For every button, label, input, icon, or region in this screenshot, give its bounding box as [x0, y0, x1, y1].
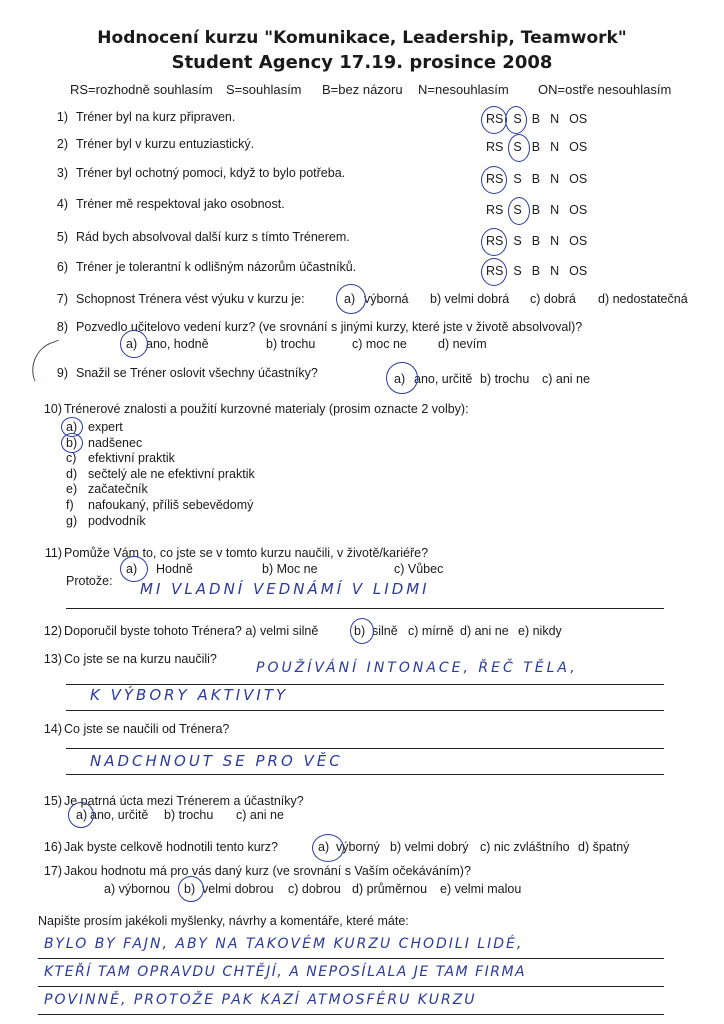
- legend-s: S=souhlasím: [226, 82, 302, 97]
- question-text: Tréner byl ochotný pomoci, když to bylo potřeba.: [76, 166, 346, 180]
- q12-option-d[interactable]: d) ani ne: [460, 624, 509, 638]
- scale-os[interactable]: OS: [569, 203, 588, 217]
- selection-circle: [68, 802, 94, 828]
- option-letter: b): [66, 435, 78, 450]
- question-number: 13): [43, 652, 62, 666]
- comment-handwritten-line2[interactable]: KTEŘÍ TAM OPRAVDU CHTĚJÍ, A NEPOSÍLALA JE TAM FIRMA: [44, 964, 527, 980]
- q15-option-a-letter[interactable]: a): [76, 808, 88, 822]
- question-number: 9): [56, 366, 68, 380]
- scale-b[interactable]: B: [531, 264, 541, 278]
- option-letter: c): [66, 451, 77, 466]
- q9-option-c[interactable]: c) ani ne: [542, 372, 590, 386]
- scale-rs[interactable]: RS: [486, 140, 504, 154]
- question-text: Jak byste celkově hodnotili tento kurz?: [64, 840, 279, 854]
- question-number: 14): [43, 722, 62, 736]
- scale-row-4[interactable]: [486, 203, 597, 217]
- question-text: Pozvedlo učitelovo vedení kurz? (ve srovnání s jinými kurzy, které jste v životě absolvoval)?: [76, 320, 583, 334]
- option-letter: f): [66, 497, 74, 512]
- q7-option-a-letter[interactable]: a): [344, 292, 356, 306]
- scale-n[interactable]: N: [550, 264, 560, 278]
- q10-option[interactable]: [66, 451, 255, 467]
- q13-handwritten-answer-line1[interactable]: POUŽÍVÁNÍ INTONACE, ŘEČ TĚLA,: [256, 660, 578, 676]
- q17-option-b-letter[interactable]: b): [184, 882, 196, 896]
- option-text: nafoukaný, příliš sebevědomý: [88, 497, 254, 512]
- option-letter: g): [66, 513, 78, 528]
- scale-rs[interactable]: RS: [486, 203, 504, 217]
- scale-rs[interactable]: RS: [486, 172, 504, 186]
- option-text: efektivní praktik: [88, 451, 175, 466]
- selection-circle: [178, 876, 204, 902]
- scale-n[interactable]: N: [550, 234, 560, 248]
- question-9: [38, 366, 318, 380]
- q8-option-c[interactable]: c) moc ne: [352, 337, 407, 351]
- legend-n: N=nesouhlasím: [418, 82, 509, 97]
- q14-handwritten-answer[interactable]: NADCHNOUT SE PRO VĚC: [90, 752, 343, 770]
- q17-option-d[interactable]: d) průměrnou: [352, 882, 428, 896]
- scale-s[interactable]: S: [513, 172, 522, 186]
- q12-option-b[interactable]: silně: [372, 624, 398, 638]
- question-number: 5): [56, 230, 68, 244]
- q11-option-c[interactable]: c) Vůbec: [394, 562, 444, 576]
- question-text: Snažil se Tréner oslovit všechny účastníky?: [76, 366, 318, 380]
- option-text: sečtelý ale ne efektivní praktik: [88, 466, 255, 481]
- answer-line: [66, 684, 664, 685]
- question-number: 8): [56, 320, 68, 334]
- q8-option-a[interactable]: ano, hodně: [146, 337, 209, 351]
- q10-option[interactable]: [66, 514, 255, 530]
- question-text: Co jste se na kurzu naučili?: [64, 652, 217, 666]
- scale-b[interactable]: B: [531, 172, 541, 186]
- question-13: [38, 652, 217, 666]
- q9-option-b[interactable]: b) trochu: [480, 372, 530, 386]
- q10-option[interactable]: [66, 436, 255, 452]
- question-14: [38, 722, 229, 736]
- question-number: 17): [43, 864, 62, 878]
- question-number: 16): [43, 840, 62, 854]
- question-3: [38, 166, 345, 180]
- answer-line: [38, 1014, 664, 1015]
- question-text: Schopnost Trénera vést výuku v kurzu je:: [76, 292, 305, 306]
- q8-option-d[interactable]: d) nevím: [438, 337, 487, 351]
- q12-option-e[interactable]: e) nikdy: [518, 624, 562, 638]
- q15-option-b[interactable]: b) trochu: [164, 808, 214, 822]
- q11-option-b[interactable]: b) Moc ne: [262, 562, 318, 576]
- scale-b[interactable]: B: [531, 112, 541, 126]
- question-7: [38, 292, 305, 306]
- q11-option-a-letter[interactable]: a): [126, 562, 138, 576]
- question-16: [38, 840, 278, 854]
- q12-option-b-letter[interactable]: b): [354, 624, 366, 638]
- selection-circle: [336, 284, 366, 314]
- q13-handwritten-answer-line2[interactable]: K VÝBORY AKTIVITY: [90, 686, 289, 704]
- question-number: 4): [56, 197, 68, 211]
- scale-os[interactable]: OS: [569, 234, 588, 248]
- question-text: Tréner byl na kurz připraven.: [76, 110, 236, 124]
- scale-rs[interactable]: RS: [486, 234, 504, 248]
- question-text: Co jste se naučili od Trénera?: [64, 722, 230, 736]
- selection-circle: [312, 834, 344, 862]
- q10-option[interactable]: [66, 498, 255, 514]
- q7-option-c[interactable]: c) dobrá: [530, 292, 576, 306]
- question-text: Tréner je tolerantní k odlišným názorům účastníků.: [76, 260, 357, 274]
- scale-os[interactable]: OS: [569, 140, 588, 154]
- scale-s[interactable]: S: [513, 264, 522, 278]
- q7-option-a[interactable]: výborná: [364, 292, 409, 306]
- answer-line: [66, 774, 664, 775]
- scale-rs[interactable]: RS: [486, 264, 504, 278]
- scale-s[interactable]: S: [513, 112, 522, 126]
- question-11: [38, 546, 428, 560]
- legend-b: B=bez názoru: [322, 82, 403, 97]
- scale-n[interactable]: N: [550, 112, 560, 126]
- selection-circle: [481, 166, 507, 194]
- question-10: [38, 402, 469, 416]
- q12-option-c[interactable]: c) mírně: [408, 624, 454, 638]
- comment-handwritten-line1[interactable]: BYLO BY FAJN, ABY NA TAKOVÉM KURZU CHODILI LIDÉ,: [44, 936, 524, 952]
- q17-option-a[interactable]: a) výbornou: [104, 882, 171, 896]
- selection-circle: [481, 258, 507, 286]
- option-letter: d): [66, 466, 78, 481]
- q16-option-b[interactable]: b) velmi dobrý: [390, 840, 469, 854]
- selection-circle: [120, 556, 148, 582]
- question-text: Pomůže Vám to, co jste se v tomto kurzu naučili, v životě/kariéře?: [64, 546, 429, 560]
- question-number: 7): [56, 292, 68, 306]
- q9-option-a-letter[interactable]: a): [394, 372, 406, 386]
- q17-option-c[interactable]: c) dobrou: [288, 882, 341, 896]
- question-text: Doporučil byste tohoto Trénera? a) velmi silně: [64, 624, 319, 638]
- answer-line: [38, 958, 664, 959]
- q16-option-a-letter[interactable]: a): [318, 840, 330, 854]
- scale-n[interactable]: N: [550, 172, 560, 186]
- question-text: Tréner mě respektoval jako osobnost.: [76, 197, 285, 211]
- selection-circle: [508, 134, 530, 162]
- option-text: začatečník: [88, 482, 148, 497]
- selection-circle: [386, 362, 418, 394]
- question-text: Jakou hodnotu má pro vás daný kurz (ve srovnání s Vaším očekáváním)?: [64, 864, 471, 878]
- answer-line: [66, 710, 664, 711]
- option-letter: e): [66, 482, 78, 497]
- question-number: 3): [56, 166, 68, 180]
- option-text: expert: [88, 420, 123, 434]
- question-text: Je patrná úcta mezi Trénerem a účastníky?: [64, 794, 304, 808]
- question-8: [38, 320, 582, 334]
- scale-os[interactable]: OS: [569, 264, 588, 278]
- question-number: 1): [56, 110, 68, 124]
- q17-option-b[interactable]: velmi dobrou: [202, 882, 274, 896]
- question-number: 6): [56, 260, 68, 274]
- question-text: Rád bych absolvoval další kurz s tímto Trénerem.: [76, 230, 350, 244]
- q10-options-list: [66, 420, 255, 529]
- form-title-line2: Student Agency 17.19. prosince 2008: [171, 52, 553, 73]
- scale-n[interactable]: N: [550, 140, 560, 154]
- question-17: [38, 864, 471, 878]
- q11-option-a[interactable]: Hodně: [156, 562, 193, 576]
- selection-circle: [481, 106, 507, 134]
- form-title-line1: Hodnocení kurzu "Komunikace, Leadership, Teamwork": [97, 28, 627, 48]
- selection-circle: [508, 197, 530, 225]
- answer-line: [38, 986, 664, 987]
- question-5: [38, 230, 350, 244]
- legend-os: ON=ostře nesouhlasím: [538, 82, 672, 97]
- q10-option[interactable]: [66, 420, 255, 436]
- legend-rs: RS=rozhodně souhlasím: [70, 82, 213, 97]
- q7-option-b[interactable]: b) velmi dobrá: [430, 292, 510, 306]
- because-label: Protože:: [66, 574, 113, 588]
- q16-option-d[interactable]: d) špatný: [578, 840, 630, 854]
- q10-option[interactable]: [66, 482, 255, 498]
- question-12: [38, 624, 318, 638]
- comment-handwritten-line3[interactable]: POVINNĚ, PROTOŽE PAK KAZÍ ATMOSFÉRU KURZU: [44, 992, 477, 1008]
- answer-line: [66, 748, 664, 749]
- question-number: 12): [43, 624, 62, 638]
- question-number: 11): [44, 546, 62, 560]
- q16-option-a[interactable]: výborný: [336, 840, 380, 854]
- scale-s[interactable]: S: [513, 140, 522, 154]
- question-text: Trénerové znalosti a použití kurzovné materialy (prosim oznacte 2 volby):: [64, 402, 469, 416]
- scale-os[interactable]: OS: [569, 112, 588, 126]
- scale-n[interactable]: N: [550, 203, 560, 217]
- q8-option-b[interactable]: b) trochu: [266, 337, 316, 351]
- question-4: [38, 197, 285, 211]
- q10-option[interactable]: [66, 467, 255, 483]
- selection-circle: [61, 433, 83, 453]
- q7-option-d[interactable]: d) nedostatečná: [598, 292, 688, 306]
- answer-line: [66, 608, 664, 609]
- scale-b[interactable]: B: [531, 203, 541, 217]
- question-text: Tréner byl v kurzu entuziastický.: [76, 137, 255, 151]
- question-6: [38, 260, 356, 274]
- option-text: podvodník: [88, 513, 146, 528]
- scale-os[interactable]: OS: [569, 172, 588, 186]
- scale-b[interactable]: B: [531, 140, 541, 154]
- q17-option-e[interactable]: e) velmi malou: [440, 882, 522, 896]
- question-number: 2): [56, 137, 68, 151]
- q9-option-a[interactable]: ano, určitě: [414, 372, 473, 386]
- comments-prompt: Napište prosím jakékoli myšlenky, návrhy a komentáře, které máte:: [38, 914, 409, 928]
- option-letter: a): [66, 420, 78, 434]
- question-2: [38, 137, 254, 151]
- selection-circle: [481, 228, 507, 256]
- scale-s[interactable]: S: [513, 203, 522, 217]
- scale-rs[interactable]: RS: [486, 112, 504, 126]
- q16-option-c[interactable]: c) nic zvláštního: [480, 840, 570, 854]
- question-1: [38, 110, 235, 124]
- q15-option-a[interactable]: ano, určitě: [90, 808, 149, 822]
- q8-option-a-letter[interactable]: a): [126, 337, 138, 351]
- scale-b[interactable]: B: [531, 234, 541, 248]
- scale-row-2[interactable]: [486, 140, 597, 154]
- question-number: 10): [43, 402, 62, 416]
- q11-handwritten-answer[interactable]: MI VLADNÍ VEDNÁMÍ V LIDMI: [140, 580, 430, 598]
- option-text: nadšenec: [88, 435, 143, 450]
- selection-circle: [505, 106, 527, 134]
- q15-option-c[interactable]: c) ani ne: [236, 808, 284, 822]
- selection-circle: [120, 330, 148, 358]
- question-number: 15): [43, 794, 62, 808]
- selection-circle: [350, 618, 374, 644]
- scale-s[interactable]: S: [513, 234, 522, 248]
